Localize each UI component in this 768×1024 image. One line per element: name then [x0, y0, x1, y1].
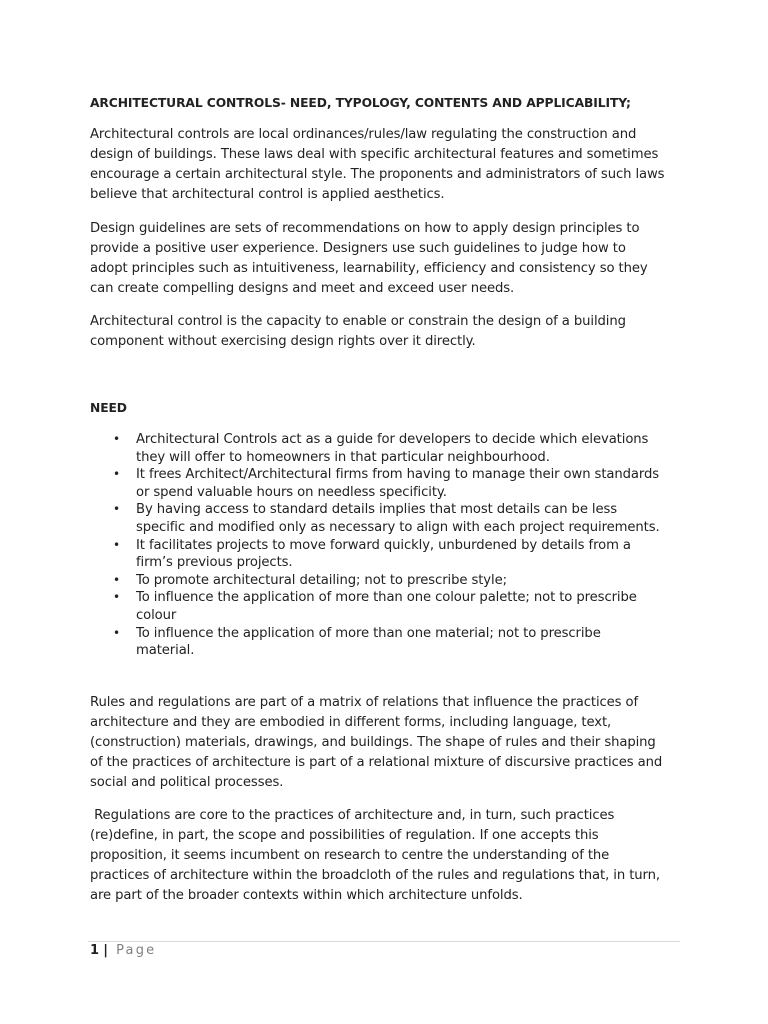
bullet-icon: • [113, 432, 120, 446]
text-line: can create compelling designs and meet and exceed user needs. [90, 281, 515, 296]
text-line: provide a positive user experience. Designers use such guidelines to judge how to [90, 241, 626, 256]
text-line: proposition, it seems incumbent on research to centre the understanding of the [90, 848, 610, 863]
text-line: material. [136, 643, 195, 659]
text-line: colour [136, 607, 177, 623]
text-line: To influence the application of more than one colour palette; not to prescribe [136, 590, 637, 606]
text-line: (re)define, in part, the scope and possibilities of regulation. If one accepts this [90, 828, 599, 843]
need-bullet-list [90, 431, 690, 660]
footer-separator: | [103, 943, 108, 958]
text-line: Regulations are core to the practices of architecture and, in turn, such practices [90, 808, 615, 823]
text-line: To influence the application of more than one material; not to prescribe [136, 625, 601, 641]
text-line: firm’s previous projects. [136, 555, 293, 571]
text-line: design of buildings. These laws deal with specific architectural features and sometimes [90, 147, 659, 162]
text-line: To promote architectural detailing; not to prescribe style; [136, 572, 507, 588]
text-line: Architectural Controls act as a guide for developers to decide which elevations [136, 432, 649, 447]
text-line: Design guidelines are sets of recommendations on how to apply design principles to [90, 221, 640, 236]
list-item [90, 537, 690, 572]
intro-paragraph-1 [90, 125, 690, 205]
bullet-icon: • [113, 590, 120, 605]
bullet-icon: • [113, 572, 120, 587]
bullet-icon: • [113, 625, 120, 640]
text-line: (construction) materials, drawings, and buildings. The shape of rules and their shaping [90, 735, 656, 750]
text-line: architecture and they are embodied in different forms, including language, text, [90, 715, 612, 730]
list-item [90, 589, 690, 624]
text-line: It facilitates projects to move forward quickly, unburdened by details from a [136, 537, 631, 553]
intro-paragraph-2 [90, 219, 690, 299]
text-line: social and political processes. [90, 775, 284, 790]
text-line: believe that architectural control is applied aesthetics. [90, 187, 445, 202]
text-line: Architectural controls are local ordinances/rules/law regulating the construction and [90, 127, 637, 142]
list-item [90, 431, 690, 466]
bullet-icon: • [113, 502, 120, 517]
list-item [90, 625, 690, 660]
intro-paragraph-3 [90, 312, 690, 352]
text-line: It frees Architect/Architectural firms from having to manage their own standards [136, 467, 660, 483]
closing-paragraph-2 [90, 806, 690, 906]
document-title: ARCHITECTURAL CONTROLS- NEED, TYPOLOGY, CONTENTS AND APPLICABILITY; [90, 96, 631, 110]
page-label: Page [116, 943, 157, 958]
text-line: By having access to standard details implies that most details can be less [136, 502, 618, 518]
text-line: practices of architecture within the broadcloth of the rules and regulations that, in turn, [90, 868, 660, 883]
list-item [90, 572, 690, 590]
page-number: 1 [90, 943, 100, 958]
text-line: of the practices of architecture is part of a relational mixture of discursive practices and [90, 755, 663, 770]
text-line: they will offer to homeowners in that particular neighbourhood. [136, 449, 550, 465]
text-line: Architectural control is the capacity to enable or constrain the design of a building [90, 314, 626, 329]
list-item [90, 501, 690, 536]
footer-divider [88, 941, 680, 942]
text-line: encourage a certain architectural style. The proponents and administrators of such laws [90, 167, 665, 182]
text-line: Rules and regulations are part of a matrix of relations that influence the practices of [90, 695, 639, 710]
text-line: are part of the broader contexts within which architecture unfolds. [90, 888, 523, 903]
bullet-icon: • [113, 537, 120, 552]
need-heading: NEED [90, 401, 127, 415]
text-line: specific and modified only as necessary to align with each project requirements. [136, 519, 660, 535]
text-line: or spend valuable hours on needless specificity. [136, 484, 447, 500]
list-item [90, 466, 690, 501]
bullet-icon: • [113, 467, 120, 482]
closing-paragraph-1 [90, 693, 690, 793]
text-line: component without exercising design rights over it directly. [90, 334, 476, 349]
page-footer [90, 943, 156, 959]
text-line: adopt principles such as intuitiveness, learnability, efficiency and consistency so they [90, 261, 648, 276]
